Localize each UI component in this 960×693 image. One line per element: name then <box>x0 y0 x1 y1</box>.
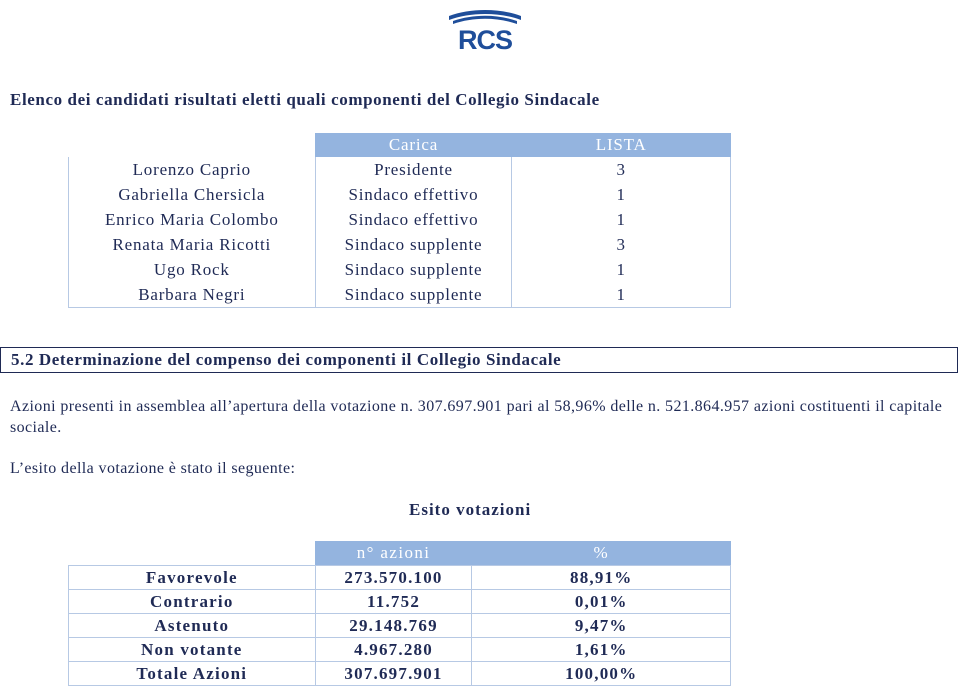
vote-percent: 9,47% <box>472 614 731 638</box>
column-header-lista: LISTA <box>512 133 731 158</box>
candidate-name: Barbara Negri <box>69 283 316 308</box>
table-row <box>69 638 731 662</box>
table-row <box>69 258 731 283</box>
vote-label: Astenuto <box>69 614 316 638</box>
candidate-list: 1 <box>512 183 731 208</box>
candidate-role: Sindaco supplente <box>315 258 512 283</box>
candidates-header-row <box>69 133 731 158</box>
candidate-name: Lorenzo Caprio <box>69 158 316 183</box>
table-row <box>69 183 731 208</box>
column-header-name <box>69 133 316 158</box>
candidate-list: 3 <box>512 158 731 183</box>
candidate-list: 3 <box>512 233 731 258</box>
candidate-name: Gabriella Chersicla <box>69 183 316 208</box>
candidate-role: Sindaco effettivo <box>315 183 512 208</box>
vote-percent: 1,61% <box>472 638 731 662</box>
candidate-role: Sindaco effettivo <box>315 208 512 233</box>
vote-label: Favorevole <box>69 566 316 590</box>
table-row <box>69 208 731 233</box>
rcs-logo <box>445 6 525 52</box>
section-heading: 5.2 Determinazione del compenso dei componenti il Collegio Sindacale <box>0 347 958 373</box>
candidate-role: Presidente <box>315 158 512 183</box>
table-row <box>69 233 731 258</box>
vote-label: Totale Azioni <box>69 662 316 686</box>
vote-percent: 100,00% <box>472 662 731 686</box>
logo-text: RCS <box>457 25 513 52</box>
table-row <box>69 614 731 638</box>
column-header-percent: % <box>472 541 731 566</box>
vote-percent: 0,01% <box>472 590 731 614</box>
vote-header-row <box>69 541 731 566</box>
result-intro-paragraph: L’esito della votazione è stato il seguente: <box>10 460 296 477</box>
vote-shares: 11.752 <box>315 590 472 614</box>
vote-shares: 4.967.280 <box>315 638 472 662</box>
vote-label: Non votante <box>69 638 316 662</box>
vote-label: Contrario <box>69 590 316 614</box>
column-header-carica: Carica <box>315 133 512 158</box>
table-row <box>69 590 731 614</box>
column-header-label <box>69 541 316 566</box>
candidates-table <box>68 133 731 308</box>
candidate-role: Sindaco supplente <box>315 283 512 308</box>
page-title: Elenco dei candidati risultati eletti quali componenti del Collegio Sindacale <box>10 90 600 109</box>
vote-percent: 88,91% <box>472 566 731 590</box>
vote-results-table <box>68 541 731 686</box>
candidate-list: 1 <box>512 258 731 283</box>
table-row <box>69 283 731 308</box>
candidate-name: Enrico Maria Colombo <box>69 208 316 233</box>
attendance-paragraph: Azioni presenti in assemblea all’apertura della votazione n. 307.697.901 pari al 58,96% delle n. 521.864.957 azioni costituenti il capitale sociale. <box>10 398 943 436</box>
vote-shares: 29.148.769 <box>315 614 472 638</box>
candidate-list: 1 <box>512 208 731 233</box>
table-row <box>69 158 731 183</box>
table-row <box>69 662 731 686</box>
logo-arc-inner <box>453 16 517 24</box>
table-row <box>69 566 731 590</box>
candidate-name: Renata Maria Ricotti <box>69 233 316 258</box>
candidate-list: 1 <box>512 283 731 308</box>
vote-shares: 273.570.100 <box>315 566 472 590</box>
candidate-name: Ugo Rock <box>69 258 316 283</box>
candidate-role: Sindaco supplente <box>315 233 512 258</box>
vote-shares: 307.697.901 <box>315 662 472 686</box>
vote-results-title: Esito votazioni <box>409 500 532 519</box>
column-header-shares: n° azioni <box>315 541 472 566</box>
